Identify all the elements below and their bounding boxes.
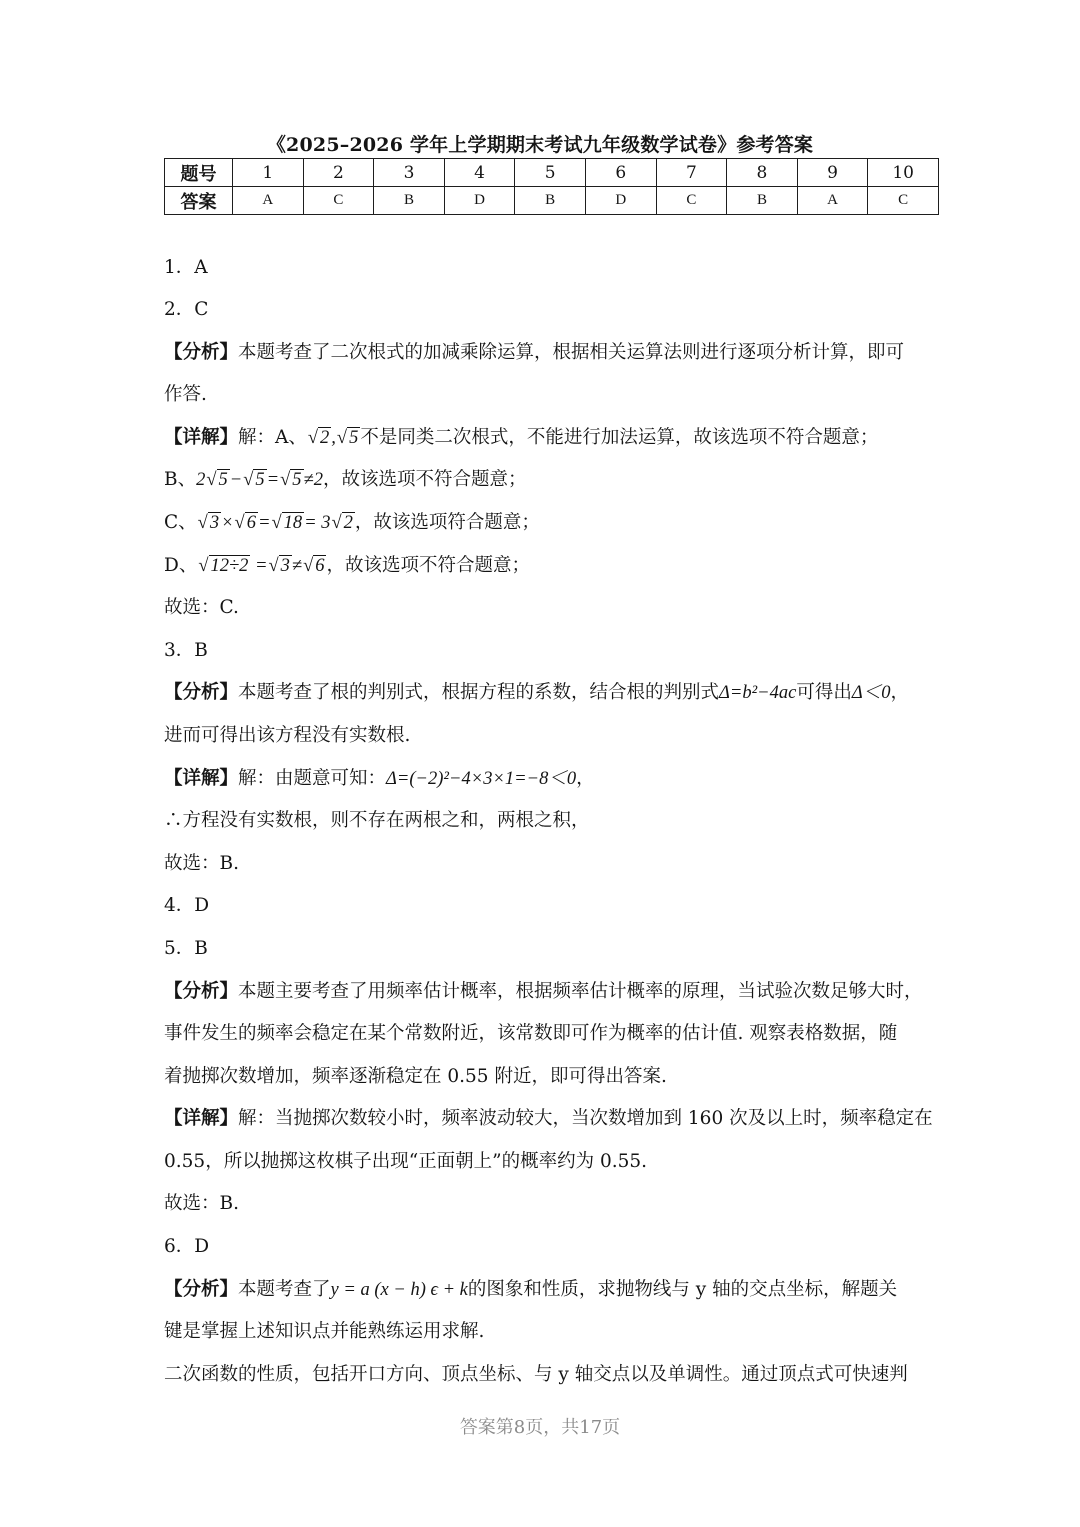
q5-choice: 故选：B. bbox=[164, 1193, 239, 1214]
q5-analysis-line-3: 着抛掷次数增加，频率逐渐稳定在 0.55 附近，即可得出答案. bbox=[164, 1066, 667, 1087]
option-label: D、 bbox=[164, 555, 198, 576]
q2-analysis-line-2: 作答. bbox=[164, 384, 207, 405]
table-cell: 6 bbox=[585, 159, 656, 187]
math-radicand: 5 bbox=[255, 470, 265, 490]
math-text: 2 bbox=[196, 470, 206, 490]
q5-analysis-line-2: 事件发生的频率会稳定在某个常数附近，该常数即可作为概率的估计值. 观察表格数据，随 bbox=[164, 1023, 898, 1044]
math-radicand: 5 bbox=[218, 470, 228, 490]
table-cell: A bbox=[797, 187, 868, 215]
q2-analysis-line-1 bbox=[164, 340, 904, 366]
math-radicand: 6 bbox=[315, 556, 325, 576]
q2-detail-d: D、√ 12÷2 =√ 3 ≠√ 6 ，故该选项不符合题意； bbox=[164, 555, 530, 576]
table-cell: 8 bbox=[727, 159, 798, 187]
q2-detail-a: 【详解】解：A、√ 2 ,√ 5 不是同类二次根式，不能进行加法运算，故该选项不符合题意； bbox=[164, 427, 879, 448]
q6-analysis-line-1 bbox=[164, 1277, 897, 1303]
math-radicand: 18 bbox=[283, 513, 303, 533]
analysis-text: 本题考查了二次根式的加减乘除运算，根据相关运算法则进行逐项分析计算，即可 bbox=[238, 342, 905, 363]
analysis-text: 本题考查了 bbox=[238, 1279, 331, 1300]
q6-analysis-line-2: 键是掌握上述知识点并能熟练运用求解. bbox=[164, 1321, 485, 1342]
analysis-tag: 【分析】 bbox=[164, 981, 239, 1002]
answer-table bbox=[164, 158, 939, 215]
detail-text: 不是同类二次根式，不能进行加法运算，故该选项不符合题意； bbox=[360, 427, 879, 448]
table-cell: A bbox=[233, 187, 304, 215]
analysis-text: 的图象和性质，求抛物线与 y 轴的交点坐标，解题关 bbox=[467, 1279, 898, 1300]
analysis-text: 本题考查了根的判别式，根据方程的系数，结合根的判别式 bbox=[238, 682, 720, 703]
detail-text: ，故该选项不符合题意； bbox=[322, 469, 527, 490]
math-text: 3 bbox=[321, 513, 331, 533]
math-radicand: 2 bbox=[343, 513, 353, 533]
math-expression: Δ＜0 bbox=[851, 683, 891, 703]
math-radicand: 5 bbox=[292, 470, 302, 490]
detail-text: ，故该选项符合题意； bbox=[354, 512, 540, 533]
q3-analysis-line-2: 进而可得出该方程没有实数根. bbox=[164, 725, 411, 746]
option-label: C、 bbox=[164, 512, 197, 533]
q3-therefore: ∴方程没有实数根，则不存在两根之和，两根之积， bbox=[164, 810, 590, 831]
q2-detail-c: C、√ 3 ×√ 6 =√ 18 = 3√ 2 ，故该选项符合题意； bbox=[164, 512, 540, 533]
table-cell: B bbox=[515, 187, 586, 215]
answer-q6: 6．D bbox=[164, 1236, 210, 1257]
q5-detail-line-1 bbox=[164, 1106, 933, 1132]
detail-text: 解：当抛掷次数较小时，频率波动较大，当次数增加到 160 次及以上时，频率稳定在 bbox=[238, 1108, 933, 1129]
q3-choice: 故选：B. bbox=[164, 853, 239, 874]
q5-analysis-line-1 bbox=[164, 979, 923, 1005]
math-expression: y = a (x − h) ϵ + k bbox=[330, 1280, 468, 1300]
page-title: 《2025–2026 学年上学期期末考试九年级数学试卷》参考答案 bbox=[266, 134, 814, 156]
table-cell: 10 bbox=[868, 159, 939, 187]
detail-tag: 【详解】 bbox=[164, 1108, 239, 1129]
analysis-tag: 【分析】 bbox=[164, 682, 239, 703]
analysis-tag: 【分析】 bbox=[164, 342, 239, 363]
option-label: B、 bbox=[164, 469, 197, 490]
row-header-number: 题号 bbox=[165, 159, 233, 187]
table-cell: 9 bbox=[797, 159, 868, 187]
table-cell: B bbox=[727, 187, 798, 215]
detail-text: 解：由题意可知： bbox=[238, 768, 387, 789]
analysis-text: ， bbox=[890, 682, 910, 703]
math-expression: Δ=(−2)²−4×3×1=−8＜0 bbox=[386, 769, 577, 789]
table-cell: 4 bbox=[444, 159, 515, 187]
row-header-answer: 答案 bbox=[165, 187, 233, 215]
page-footer: 答案第8页，共17页 bbox=[459, 1417, 621, 1438]
table-cell: D bbox=[585, 187, 656, 215]
table-cell: C bbox=[303, 187, 374, 215]
answer-q4: 4．D bbox=[164, 895, 210, 916]
answer-q3: 3．B bbox=[164, 640, 208, 661]
math-text: ≠2 bbox=[303, 470, 323, 490]
answer-q2: 2．C bbox=[164, 299, 209, 320]
math-radicand: 6 bbox=[246, 513, 256, 533]
math-radicand: 2 bbox=[320, 428, 330, 448]
math-radicand: 3 bbox=[280, 556, 290, 576]
analysis-text: 可得出 bbox=[796, 682, 852, 703]
math-radicand: 12÷2 bbox=[210, 556, 249, 576]
detail-tag: 【详解】 bbox=[164, 427, 239, 448]
q2-choice: 故选：C. bbox=[164, 597, 239, 618]
table-cell: C bbox=[656, 187, 727, 215]
q3-analysis-line-1 bbox=[164, 680, 909, 706]
detail-text: ， bbox=[576, 768, 595, 789]
detail-text: ，故该选项不符合题意； bbox=[326, 555, 530, 576]
q5-detail-line-2: 0.55，所以抛掷这枚棋子出现“正面朝上”的概率约为 0.55. bbox=[164, 1151, 648, 1172]
analysis-text: 本题主要考查了用频率估计概率，根据频率估计概率的原理，当试验次数足够大时， bbox=[238, 981, 923, 1002]
table-cell: B bbox=[374, 187, 445, 215]
math-radicand: 3 bbox=[209, 513, 220, 533]
q3-detail bbox=[164, 766, 595, 792]
math-radicand: 5 bbox=[349, 428, 359, 448]
table-cell: 5 bbox=[515, 159, 586, 187]
math-expression: Δ=b²−4ac bbox=[719, 683, 797, 703]
detail-tag: 【详解】 bbox=[164, 768, 239, 789]
table-cell: 3 bbox=[374, 159, 445, 187]
table-cell: D bbox=[444, 187, 515, 215]
q6-text: 二次函数的性质，包括开口方向、顶点坐标、与 y 轴交点以及单调性。通过顶点式可快速判 bbox=[164, 1364, 908, 1385]
table-cell: 2 bbox=[303, 159, 374, 187]
analysis-tag: 【分析】 bbox=[164, 1279, 239, 1300]
table-row-numbers bbox=[165, 159, 939, 187]
math-text: ≠ bbox=[291, 556, 303, 576]
answer-q5: 5．B bbox=[164, 938, 208, 959]
detail-text: 解：A、 bbox=[238, 427, 307, 448]
table-cell: 1 bbox=[233, 159, 304, 187]
table-cell: 7 bbox=[656, 159, 727, 187]
answer-q1: 1．A bbox=[164, 257, 208, 278]
table-row-answers bbox=[165, 187, 939, 215]
q2-detail-b: B、2√ 5 −√ 5 =√ 5 ≠2，故该选项不符合题意； bbox=[164, 469, 527, 490]
table-cell: C bbox=[868, 187, 939, 215]
